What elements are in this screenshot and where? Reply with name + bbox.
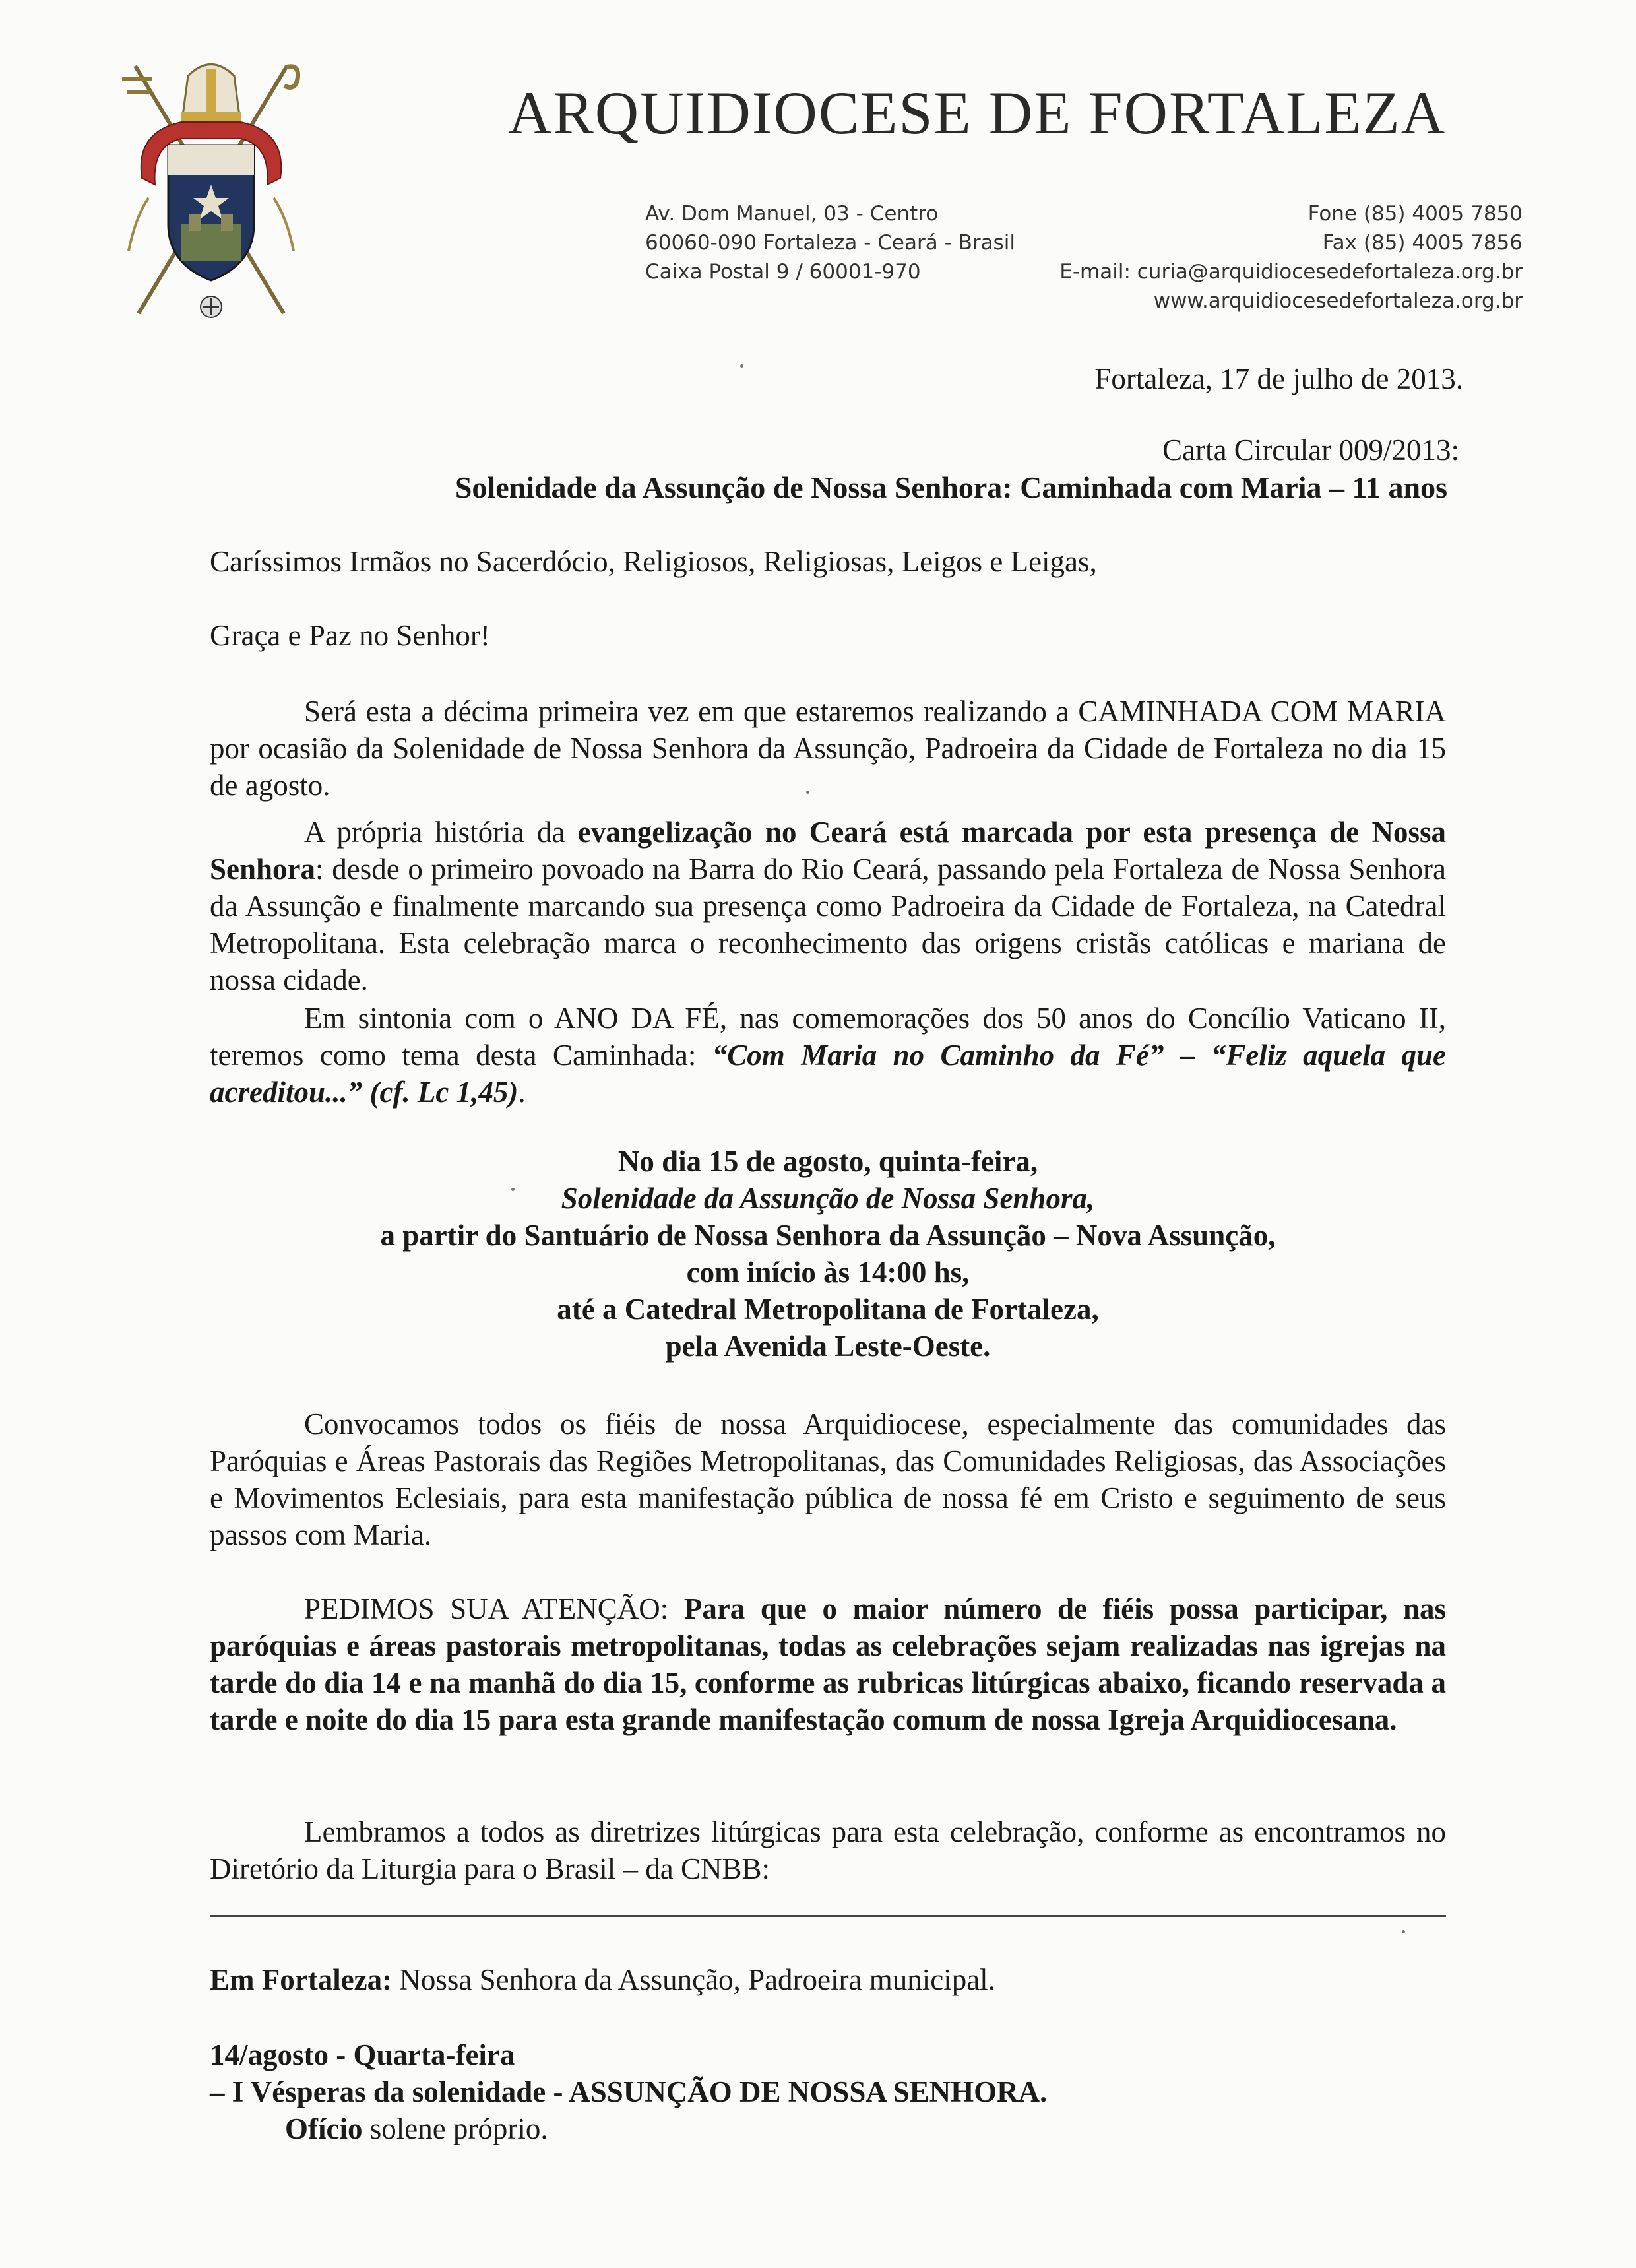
- paragraph-2-start: A própria história da: [304, 816, 578, 849]
- phone-line: Fone (85) 4005 7850: [1307, 202, 1523, 226]
- address-line: 60060-090 Fortaleza - Ceará - Brasil: [645, 231, 1015, 255]
- paragraph-2-rest: : desde o primeiro povoado na Barra do Rio Ceará, passando pela Fortaleza de Nossa Senhora da Assunção e finalmente marcando sua presença como Padroeira da Cidade de Fortaleza, na Catedral Metropolitana. Esta celebração marca o reconhecimento das origens cristãs católicas e mariana de nossa cidade.: [210, 853, 1446, 996]
- salutation: Caríssimos Irmãos no Sacerdócio, Religiosos, Religiosas, Leigos e Leigas,: [210, 545, 1097, 578]
- scan-speck: [806, 791, 809, 794]
- local-label: Em Fortaleza:: [210, 1963, 393, 1996]
- letter-date: Fortaleza, 17 de julho de 2013.: [1094, 362, 1463, 395]
- office-text: solene próprio.: [362, 2112, 548, 2145]
- event-route: pela Avenida Leste-Oeste.: [665, 1330, 991, 1363]
- scan-speck: [1402, 1930, 1405, 1933]
- paragraph-4: Convocamos todos os fiéis de nossa Arquidiocese, especialmente das comunidades das Paróquias e Áreas Pastorais das Regiões Metropolitanas, das Comunidades Religiosas, das Associações e Movimentos Eclesiais, para esta manifestação pública de nossa fé em Cristo e seguimento de seus passos com Maria.: [210, 1408, 1446, 1551]
- vespers-line: – I Vésperas da solenidade - ASSUNÇÃO DE NOSSA SENHORA.: [210, 2075, 1048, 2108]
- attention-label: PEDIMOS SUA ATENÇÃO:: [304, 1592, 684, 1625]
- website-line: www.arquidiocesedefortaleza.org.br: [1153, 289, 1523, 313]
- scan-speck: [740, 364, 743, 368]
- scan-speck: [511, 1188, 515, 1191]
- theme-quote: “Com Maria no Caminho da Fé” – “Feliz aquela que acreditou...” (cf. Lc 1,45): [210, 1039, 1447, 1109]
- email-line: E-mail: curia@arquidiocesedefortaleza.org.br: [1059, 260, 1523, 284]
- local-note: [210, 1961, 1446, 1998]
- address-line: Caixa Postal 9 / 60001-970: [645, 260, 921, 284]
- circular-number: Carta Circular 009/2013:: [1162, 434, 1459, 467]
- paragraph-3-start: Em sintonia com o ANO DA FÉ, nas comemorações dos 50 anos do Concílio Vaticano II, teremos como tema desta Caminhada:: [210, 1002, 1446, 1072]
- event-details: [210, 1143, 1446, 1365]
- organization-title: ARQUIDIOCESE DE FORTALEZA: [508, 79, 1447, 146]
- section-divider: [210, 1915, 1446, 1917]
- paragraph-1: Será esta a décima primeira vez em que estaremos realizando a CAMINHADA COM MARIA por ocasião da Solenidade de Nossa Senhora da Assunção, Padroeira da Cidade de Fortaleza no dia 15 de agosto.: [210, 695, 1446, 802]
- attention-text: Para que o maior número de fiéis possa participar, nas paróquias e áreas pastorais metropolitanas, todas as celebrações sejam realizadas nas igrejas na tarde do dia 14 e na manhã do dia 15, conforme as rubricas litúrgicas abaixo, ficando reservada a tarde e noite do dia 15 para esta grande manifestação comum de nossa Igreja Arquidiocesana.: [210, 1592, 1446, 1736]
- event-start-place: a partir do Santuário de Nossa Senhora da Assunção – Nova Assunção,: [380, 1219, 1276, 1252]
- paragraph-2-emphasis: evangelização no Ceará está marcada por esta presença de Nossa Senhora: [210, 816, 1446, 886]
- contact-block: [929, 199, 1523, 315]
- day-heading: 14/agosto - Quarta-feira: [210, 2038, 515, 2071]
- paragraph-6: Lembramos a todos as diretrizes litúrgicas para esta celebração, conforme as encontramos no Diretório da Liturgia para o Brasil – da CNBB:: [210, 1815, 1446, 1885]
- archdiocese-coat-of-arms: [115, 53, 307, 330]
- office-line: [285, 2110, 1446, 2147]
- paragraph-3: [210, 1000, 1446, 1111]
- address-line: Av. Dom Manuel, 03 - Centro: [645, 202, 939, 226]
- paragraph-2: [210, 814, 1446, 998]
- letter-subject: Solenidade da Assunção de Nossa Senhora: Caminhada com Maria – 11 anos: [455, 470, 1447, 504]
- event-time: com início às 14:00 hs,: [686, 1256, 970, 1289]
- event-solemnity: Solenidade da Assunção de Nossa Senhora,: [561, 1182, 1095, 1215]
- paragraph-3-end: .: [518, 1076, 526, 1109]
- greeting: Graça e Paz no Senhor!: [210, 619, 490, 652]
- event-date: No dia 15 de agosto, quinta-feira,: [617, 1145, 1038, 1178]
- fax-line: Fax (85) 4005 7856: [1322, 231, 1523, 255]
- office-label: Ofício: [285, 2112, 363, 2145]
- event-destination: até a Catedral Metropolitana de Fortaleza,: [557, 1293, 1099, 1326]
- local-text: Nossa Senhora da Assunção, Padroeira municipal.: [392, 1963, 995, 1996]
- paragraph-5: [210, 1590, 1446, 1738]
